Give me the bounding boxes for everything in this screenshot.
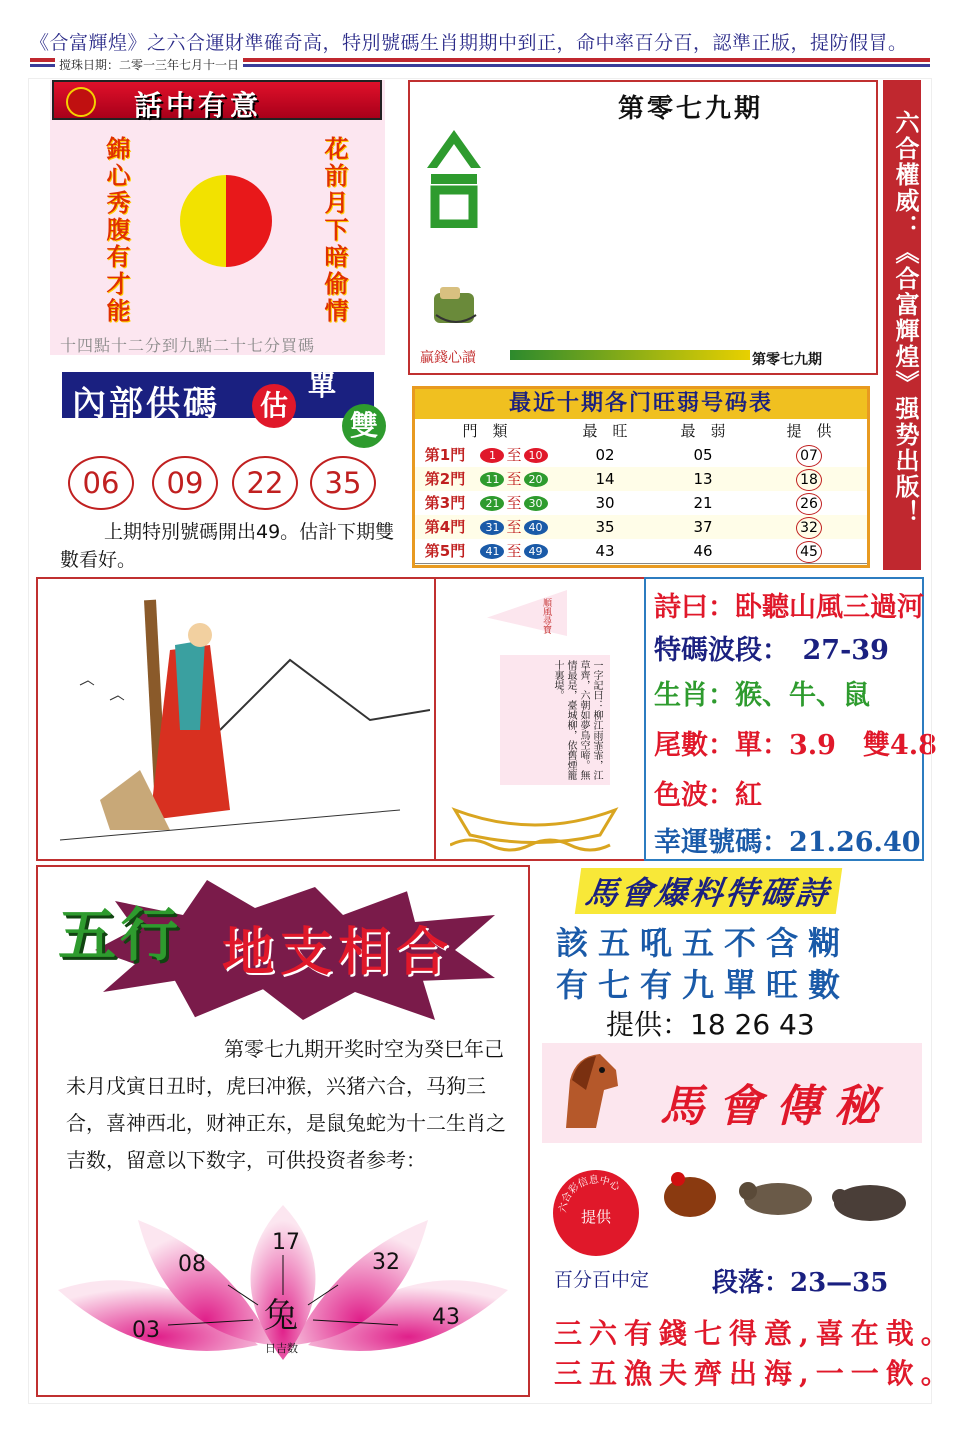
door-range [473,515,555,539]
issue-number-small: 第零七九期 [752,352,822,368]
range-to: 30 [524,496,548,511]
prediction-poem: 詩曰：卧聽山風三過河 [654,592,924,623]
lotus-center: 兔 [264,1296,298,1336]
issue-band [510,350,750,360]
wuxing-text: 第零七九期开奖时空为癸巳年己未月戊寅日丑时，虎曰冲猴，兴猪六合，马狗三合，喜神西北，财神正东，是鼠兔蛇为十二生肖之吉数，留意以下数字，可供投资者参考： [66,1037,506,1172]
segment: 段落：23—35 [712,1268,889,1298]
poem-line: 該五吼五不含糊 [556,924,851,962]
internal-number: 35 [310,456,376,510]
door-table [412,386,870,568]
badge-single: 單 [307,369,336,402]
cold-number: 37 [693,518,713,536]
col-header: 最 弱 [680,422,726,440]
prediction-range: 特碼波段： 27-39 [654,635,889,666]
pick-number-value: 07 [796,445,822,467]
door-label: 第2門 [424,470,466,488]
door-range [473,467,555,491]
door-label: 第5門 [424,542,466,560]
stamp-icon [553,1170,639,1256]
range-from: 11 [480,472,504,487]
door-table-header [415,419,867,444]
hot-number: 14 [595,470,615,488]
right-verse: 花前月下暗偷情 [320,136,348,325]
header-tagline: 《合富輝煌》之六合運財準確奇高，特別號碼生肖期期中到正，命中率百分百，認準正版，提防假冒。 [30,32,908,54]
yin-yang-icon [180,175,272,267]
pick-number-value: 32 [796,517,822,539]
sail-flag-text: 順風尋寶 [541,598,551,634]
boat-icon [450,780,620,855]
green-character-logo [425,128,483,228]
internal-title: 內部供碼 [72,384,220,424]
range-sep: 至 [506,518,522,536]
door-label: 第3門 [424,494,466,512]
range-to: 49 [524,544,548,559]
issue-number: 第零七九期 [618,94,764,124]
range-from: 31 [480,520,504,535]
guarantee: 百分百中定 [554,1269,650,1291]
stamp-ring-text: 六合彩信息中心 [557,1174,622,1214]
table-row [415,515,867,540]
table-row [415,491,867,516]
sail-verse: 一字記曰：柳江雨霏霏，江草齊，六朝如夢鳥空啼。無情最是，臺城柳，依舊煙籠十裏堤。 [552,660,602,780]
draw-date: 搅珠日期：二零一三年七月十一日 [55,56,243,73]
cold-number: 46 [693,542,713,560]
door-range [473,539,555,563]
secret-line: 三五漁夫齊出海,一一飲。 [554,1357,956,1390]
issue-box-blank [486,125,866,333]
zodiac-animals-icon [660,1165,910,1235]
prediction-lucky: 幸運號碼：21.26.40 [654,827,921,858]
poem-line: 有七有九單旺數 [556,966,851,1004]
cold-number: 21 [693,494,713,512]
col-header: 提 供 [786,422,832,440]
hint-box-footer: 十四點十二分到九點二十七分買碼 [60,336,316,355]
secret-title: 馬會傳秘 [660,1081,892,1132]
range-sep: 至 [506,542,522,560]
lotus-number: 08 [178,1252,206,1277]
stamp-ring [553,1170,639,1256]
range-sep: 至 [506,470,522,488]
side-banner [883,80,921,570]
lotus-number: 17 [272,1230,300,1255]
pick-number [751,467,867,491]
badge-double: 雙 [342,404,386,448]
table-row [415,539,867,564]
side-banner-text: 六合權威：《合富輝煌》强势出版！ [891,110,920,526]
col-header: 最 旺 [582,422,628,440]
range-to: 10 [524,448,548,463]
lotus-number: 43 [432,1305,460,1330]
range-sep: 至 [506,494,522,512]
internal-number: 06 [68,456,134,510]
internal-number: 22 [232,456,298,510]
cold-number: 05 [693,446,713,464]
money-hand-icon [430,285,482,333]
lotus-caption: 日吉数 [265,1342,298,1355]
hint-box-title-bar [52,80,382,120]
pick-number [751,443,867,467]
poem-title: 馬會爆料特碼詩 [575,868,842,914]
hot-number: 02 [595,446,615,464]
lotus-number: 03 [132,1318,160,1343]
range-from: 21 [480,496,504,511]
stamp-text: 提供 [581,1208,612,1226]
pick-number-value: 18 [796,469,822,491]
door-range [473,491,555,515]
monk-illustration [40,590,430,855]
door-label: 第1門 [424,446,466,464]
range-sep: 至 [506,446,522,464]
secret-line: 三六有錢七得意,喜在哉。 [554,1317,956,1350]
internal-note: 上期特別號碼開出49。估計下期雙數看好。 [60,521,395,571]
table-row [415,467,867,492]
wuxing-title-a: 五行 [58,901,183,969]
range-from: 41 [480,544,504,559]
range-to: 20 [524,472,548,487]
pick-number-value: 26 [796,493,822,515]
hot-number: 35 [595,518,615,536]
range-from: 1 [480,448,504,463]
prediction-tail: 尾數：單：3.9 雙4.8 [654,730,937,761]
prediction-zodiac: 生肖：猴、牛、鼠 [654,680,870,711]
pick-number [751,539,867,563]
table-row [415,443,867,468]
range-to: 40 [524,520,548,535]
issue-caption: 贏錢心讀 [420,350,476,366]
col-header: 門 類 [462,422,508,440]
pick-number [751,491,867,515]
horse-icon [556,1050,622,1130]
hot-number: 30 [595,494,615,512]
poem-provide: 提供：18 26 43 [606,1008,815,1041]
door-range [473,443,555,467]
hot-number: 43 [595,542,615,560]
door-label: 第4門 [424,518,466,536]
pick-number [751,515,867,539]
lotus-number: 32 [372,1250,400,1275]
prediction-color: 色波：紅 [654,780,762,811]
internal-number: 09 [152,456,218,510]
hint-box-title: 話中有意 [134,89,263,122]
wuxing-title-b: 地支相合 [222,922,455,983]
left-verse: 錦心秀腹有才能 [102,136,130,325]
svg-text:六合彩信息中心 [557,1173,623,1214]
door-table-title: 最近十期各门旺弱号码表 [415,389,867,419]
badge-estimate: 估 [252,384,296,428]
pick-number-value: 45 [796,541,822,563]
logo-icon [66,87,96,117]
cold-number: 13 [693,470,713,488]
panel-divider [434,577,436,861]
